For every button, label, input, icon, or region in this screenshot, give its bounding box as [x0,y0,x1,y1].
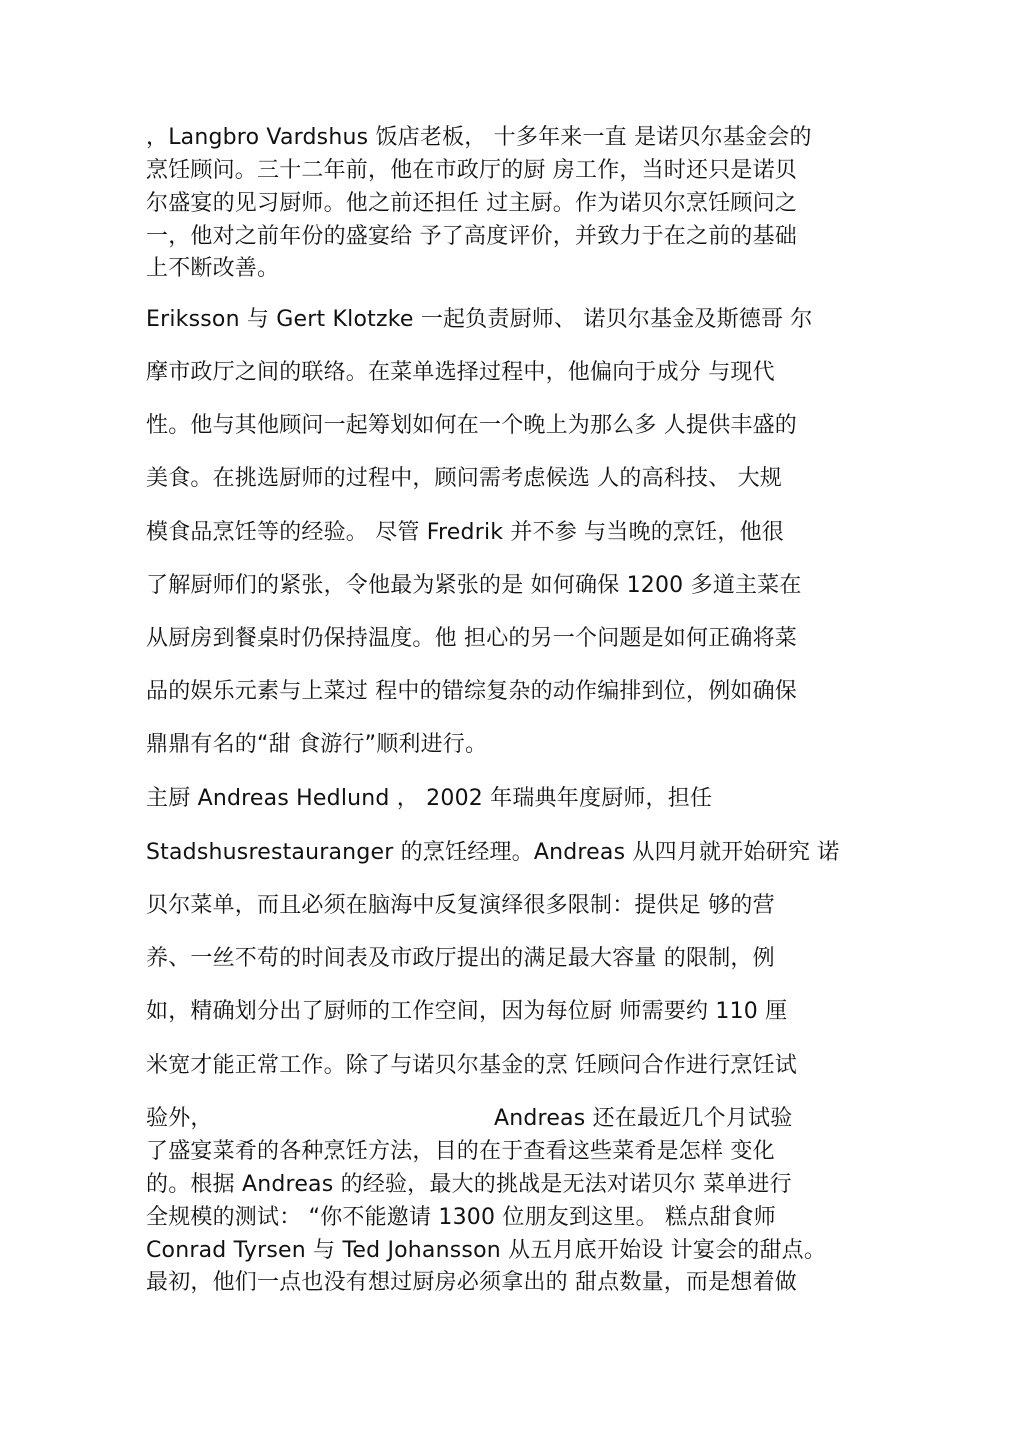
text-line: Stadshusrestauranger 的烹饪经理。Andreas 从四月就开始研究 诺 [146,840,840,865]
text-line: 品的娱乐元素与上菜过 程中的错综复杂的动作编排到位，例如确保 [146,679,797,704]
text-line: 尔盛宴的见习厨师。他之前还担任 过主厨。作为诺贝尔烹饪顾问之 [146,191,797,216]
text-line: Conrad Tyrsen 与 Ted Johansson 从五月底开始设 计宴会的甜点。 [146,1238,827,1263]
text-line: 性。他与其他顾问一起筹划如何在一个晚上为那么多 人提供丰盛的 [146,413,797,438]
text-line: 了盛宴菜肴的各种烹饪方法，目的在于查看这些菜肴是怎样 变化 [146,1139,775,1164]
text-line: Eriksson 与 Gert Klotzke 一起负责厨师、 诺贝尔基金及斯德哥 尔 [146,307,813,332]
text-line: 如，精确划分出了厨师的工作空间，因为每位厨 师需要约 110 厘 [146,999,788,1024]
text-line: 烹饪顾问。三十二年前，他在市政厅的厨 房工作，当时还只是诺贝 [146,158,797,183]
text-line: 上不断改善。 [146,256,280,281]
text-line: 鼎鼎有名的“甜 食游行”顺利进行。 [146,732,488,757]
text-line: 了解厨师们的紧张，令他最为紧张的是 如何确保 1200 多道主菜在 [146,573,802,598]
text-line: 全规模的测试： “你不能邀请 1300 位朋友到这里。 糕点甜食师 [146,1205,776,1230]
text-line-fragment: 验外， [146,1106,213,1131]
text-line: 贝尔菜单，而且必须在脑海中反复演绎很多限制：提供足 够的营 [146,893,775,918]
text-line: 米宽才能正常工作。除了与诺贝尔基金的烹 饪顾问合作进行烹饪试 [146,1053,797,1078]
text-line: 的。根据 Andreas 的经验，最大的挑战是无法对诺贝尔 菜单进行 [146,1172,792,1197]
text-line: 一，他对之前年份的盛宴给 予了高度评价，并致力于在之前的基础 [146,224,797,249]
text-line: 摩市政厅之间的联络。在菜单选择过程中，他偏向于成分 与现代 [146,360,775,385]
text-line: 从厨房到餐桌时仍保持温度。他 担心的另一个问题是如何正确将菜 [146,626,797,651]
text-line-fragment: Andreas 还在最近几个月试验 [494,1106,793,1131]
text-line: 美食。在挑选厨师的过程中，顾问需考虑候选 人的高科技、 大规 [146,466,782,491]
text-line: ，Langbro Vardshus 饭店老板， 十多年来一直 是诺贝尔基金会的 [146,125,812,150]
text-line: 主厨 Andreas Hedlund ， 2002 年瑞典年度厨师，担任 [146,786,713,811]
text-line: 最初，他们一点也没有想过厨房必须拿出的 甜点数量，而是想着做 [146,1270,797,1295]
text-line: 模食品烹饪等的经验。 尽管 Fredrik 并不参 与当晚的烹饪，他很 [146,520,784,545]
text-line: 养、一丝不苟的时间表及市政厅提出的满足最大容量 的限制，例 [146,946,775,971]
